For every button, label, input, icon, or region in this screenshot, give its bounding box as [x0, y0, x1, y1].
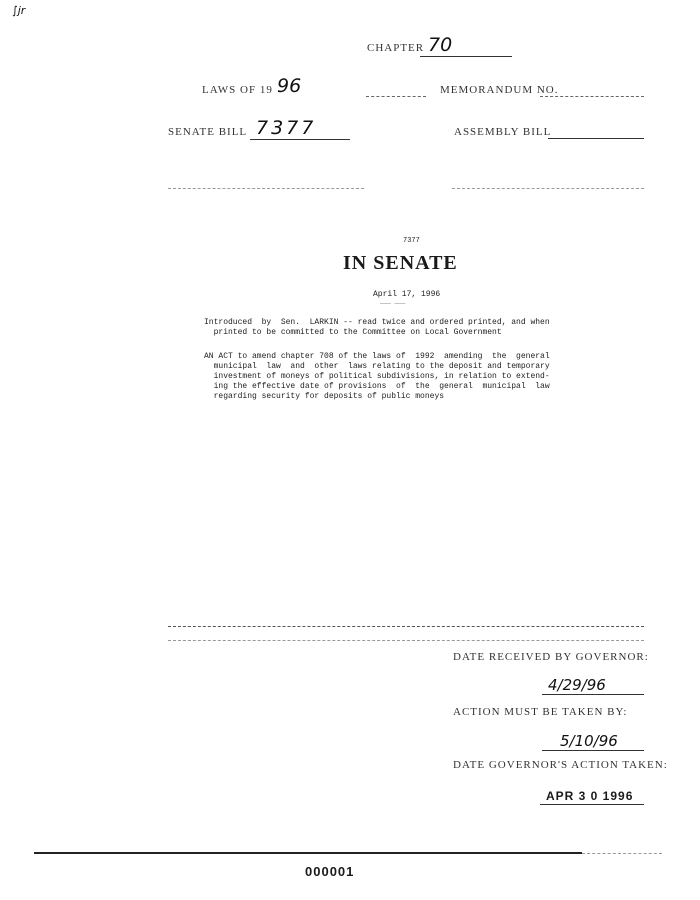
chapter-number[interactable]: 70: [428, 34, 453, 56]
rule-lower-1: [168, 626, 644, 627]
chapter-label: CHAPTER: [367, 42, 425, 54]
laws-label: LAWS OF 19: [202, 84, 273, 96]
rule-lower-2: [168, 640, 644, 641]
introduced-paragraph: Introduced by Sen. LARKIN -- read twice and ordered printed, and when printed to be committed to the Committee on Local Government: [204, 318, 550, 337]
bill-date: April 17, 1996: [373, 290, 441, 299]
laws-year[interactable]: 96: [277, 75, 302, 97]
assembly-bill-label: ASSEMBLY BILL: [454, 126, 552, 138]
date-received-underline: [542, 694, 644, 695]
act-paragraph: AN ACT to amend chapter 708 of the laws of 1992 amending the general municipal law and other laws relating to the deposit and temporary investment of moneys of political subdivisions, in relation to extend- ing the effective date of provisions of the general municipal law regarding security for deposits of public moneys: [204, 352, 550, 401]
action-must-label: ACTION MUST BE TAKEN BY:: [453, 706, 628, 718]
bill-date-rule: ——— ———: [380, 300, 406, 307]
rule-right: [452, 188, 644, 189]
footer-rule-tail: [582, 853, 662, 854]
action-taken-stamp[interactable]: APR 3 0 1996: [546, 789, 634, 803]
action-taken-label: DATE GOVERNOR'S ACTION TAKEN:: [453, 759, 668, 771]
senate-bill-label: SENATE BILL: [168, 126, 248, 138]
memorandum-field[interactable]: [540, 96, 644, 97]
memorandum-label: MEMORANDUM NO.: [440, 84, 559, 96]
footer-rule: [34, 852, 582, 854]
date-received-value[interactable]: 4/29/96: [548, 676, 606, 694]
action-taken-underline: [540, 804, 644, 805]
page-number: 000001: [305, 864, 355, 879]
chapter-underline: [420, 56, 512, 57]
date-received-label: DATE RECEIVED BY GOVERNOR:: [453, 651, 649, 663]
action-must-value[interactable]: 5/10/96: [560, 732, 618, 750]
corner-mark: ∫jr: [12, 4, 26, 17]
bill-small-number: 7377: [403, 237, 420, 245]
senate-bill-underline: [250, 139, 350, 140]
senate-bill-number[interactable]: 7377: [256, 117, 317, 139]
rule-left: [168, 188, 364, 189]
laws-underline: [366, 96, 426, 97]
action-must-underline: [542, 750, 644, 751]
assembly-bill-field[interactable]: [548, 138, 644, 139]
chamber-title: IN SENATE: [343, 252, 458, 274]
